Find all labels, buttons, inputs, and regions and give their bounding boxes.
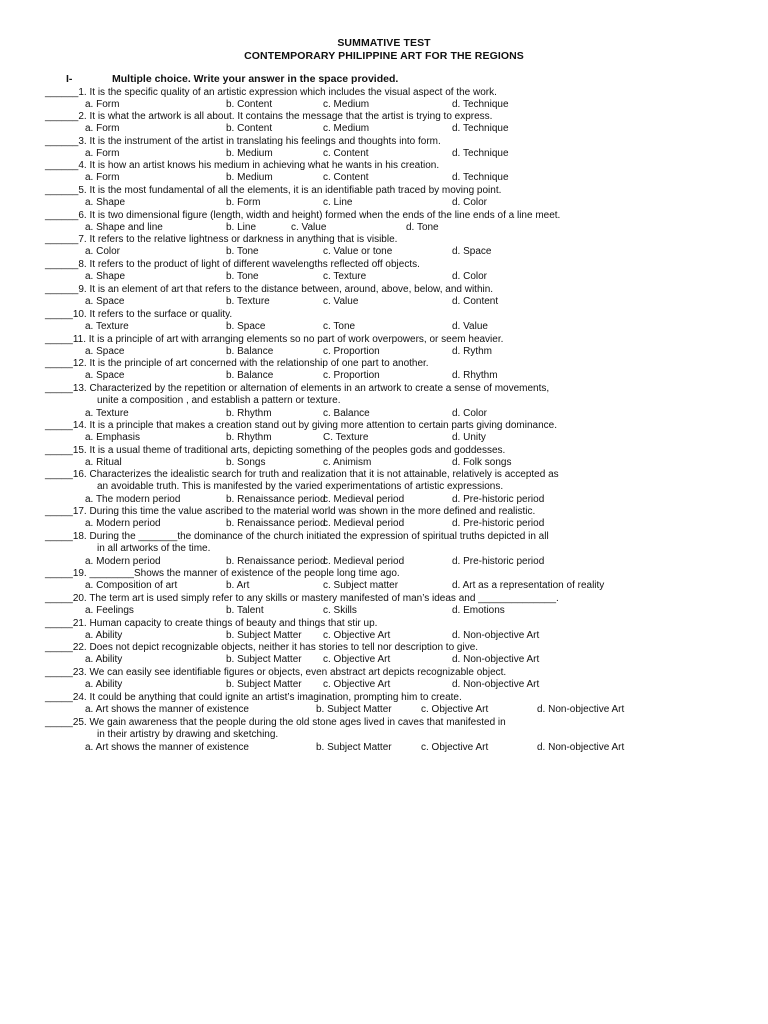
answer-option: c. Value [291, 222, 327, 234]
answer-option: a. Modern period [85, 518, 161, 530]
answer-option: d. Technique [452, 99, 509, 111]
section-instruction: Multiple choice. Write your answer in the space provided. [112, 73, 399, 85]
answer-option: b. Texture [226, 296, 270, 308]
answer-option: c. Content [323, 172, 369, 184]
answer-option: b. Form [226, 197, 261, 209]
question-text: It is a principle that makes a creation stand out by giving more attention to certain parts giving dominance. [86, 420, 557, 431]
answer-option: c. Value [323, 296, 359, 308]
question-stem [45, 469, 559, 481]
answer-option: a. Form [85, 148, 120, 160]
answer-option: b. Space [226, 321, 266, 333]
question-number: 6. [78, 210, 87, 221]
question-number: 24. [72, 692, 87, 703]
question-text: It refers to the surface or quality. [86, 309, 233, 320]
answer-option: c. Medieval period [323, 493, 405, 505]
question-stem [45, 506, 535, 518]
section-number: I- [66, 73, 73, 85]
question-stem [45, 210, 560, 222]
question-text: Characterized by the repetition or alternation of elements in an artwork to create a sense of movements, [86, 383, 550, 394]
question-stem [45, 383, 549, 395]
page-title: SUMMATIVE TEST [337, 37, 431, 49]
question-text: It is two dimensional figure (length, width and height) formed when the ends of the line ends of a line meet. [86, 210, 561, 221]
answer-option: c. Medieval period [323, 555, 405, 567]
answer-blank[interactable]: _____ [45, 383, 73, 394]
question-stem [45, 358, 429, 370]
answer-blank[interactable]: _____ [45, 618, 73, 629]
question-number: 11. [72, 334, 86, 345]
answer-blank[interactable]: _____ [45, 445, 73, 456]
answer-blank[interactable]: _____ [45, 667, 73, 678]
question-text: Human capacity to create things of beauty and things that stir up. [86, 618, 378, 629]
question-stem [45, 87, 497, 99]
answer-blank[interactable]: _____ [45, 420, 73, 431]
answer-option: c. Objective Art [323, 654, 391, 666]
answer-option: b. Medium [226, 148, 273, 160]
question-number: 8. [78, 259, 87, 270]
answer-blank[interactable]: _____ [45, 642, 73, 653]
answer-option: b. Tone [226, 271, 259, 283]
answer-option: b. Subject Matter [226, 630, 302, 642]
question-number: 21. [72, 618, 87, 629]
answer-option: c. Content [323, 148, 369, 160]
question-stem [45, 618, 377, 630]
answer-option: c. Objective Art [421, 741, 489, 753]
answer-option: a. Ritual [85, 457, 122, 469]
answer-option: a. Space [85, 296, 125, 308]
answer-option: b. Line [226, 222, 257, 234]
answer-option: a. Texture [85, 321, 129, 333]
answer-option: b. Subject Matter [226, 654, 302, 666]
answer-option: d. Rythm [452, 346, 493, 358]
answer-option: d. Color [452, 407, 488, 419]
answer-blank[interactable]: _____ [45, 593, 73, 604]
question-number: 3. [78, 136, 87, 147]
answer-option: d. Content [452, 296, 499, 308]
answer-option: b. Renaissance period [226, 493, 326, 505]
answer-blank[interactable]: ______ [45, 259, 79, 270]
answer-option: a. Form [85, 123, 120, 135]
answer-option: b. Talent [226, 605, 264, 617]
answer-option: c. Subject matter [323, 580, 399, 592]
answer-option: b. Renaissance period [226, 555, 326, 567]
answer-blank[interactable]: ______ [45, 160, 79, 171]
answer-option: c. Skills [323, 605, 357, 617]
question-stem [45, 136, 441, 148]
answer-option: C. Texture [323, 432, 369, 444]
answer-option: b. Subject Matter [226, 679, 302, 691]
answer-blank[interactable]: _____ [45, 469, 73, 480]
answer-option: b. Rhythm [226, 407, 272, 419]
question-text: It is how an artist knows his medium in achieving what he wants in his creation. [86, 160, 440, 171]
answer-option: a. Space [85, 346, 125, 358]
answer-option: b. Rhythm [226, 432, 272, 444]
answer-blank[interactable]: _____ [45, 531, 73, 542]
answer-option: c. Balance [323, 407, 370, 419]
answer-option: d. Technique [452, 172, 509, 184]
question-text: It is an element of art that refers to the distance between, around, above, below, and within. [86, 284, 494, 295]
answer-option: d. Color [452, 271, 488, 283]
answer-blank[interactable]: _____ [45, 568, 73, 579]
answer-option: d. Color [452, 197, 488, 209]
answer-option: a. Texture [85, 407, 129, 419]
answer-option: c. Objective Art [323, 630, 391, 642]
question-number: 13. [72, 383, 87, 394]
question-text: It is what the artwork is all about. It contains the message that the artist is trying to express. [86, 111, 493, 122]
question-text: It could be anything that could ignite an artist’s imagination, prompting him to create. [86, 692, 462, 703]
answer-option: d. Non-objective Art [537, 704, 625, 716]
answer-option: d. Rhythm [452, 370, 498, 382]
answer-blank[interactable]: ______ [45, 87, 79, 98]
answer-option: c. Tone [323, 321, 356, 333]
question-number: 16. [72, 469, 87, 480]
question-text-continued: unite a composition , and establish a pattern or texture. [97, 395, 341, 407]
question-stem [45, 160, 439, 172]
answer-option: b. Balance [226, 370, 274, 382]
answer-option: a. Modern period [85, 555, 161, 567]
answer-option: b. Subject Matter [316, 741, 392, 753]
answer-option: b. Tone [226, 246, 259, 258]
question-stem [45, 642, 478, 654]
answer-option: a. The modern period [85, 493, 181, 505]
question-number: 7. [78, 234, 87, 245]
answer-option: b. Subject Matter [316, 704, 392, 716]
answer-option: c. Medium [323, 123, 370, 135]
answer-option: a. Shape [85, 197, 126, 209]
answer-option: a. Ability [85, 630, 123, 642]
answer-option: c. Medium [323, 99, 370, 111]
answer-option: c. Proportion [323, 346, 380, 358]
answer-option: d. Space [452, 246, 492, 258]
question-text: It is the most fundamental of all the elements, it is an identifiable path traced by moving point. [86, 185, 502, 196]
question-stem [45, 593, 559, 605]
question-text-continued: an avoidable truth. This is manifested by the varied experimentations of artistic expressions. [97, 481, 504, 493]
answer-option: d. Non-objective Art [537, 741, 625, 753]
question-stem [45, 185, 501, 197]
question-text: ________Shows the manner of existence of the people long time ago. [86, 568, 400, 579]
answer-option: a. Space [85, 370, 125, 382]
question-stem [45, 284, 493, 296]
question-number: 4. [78, 160, 87, 171]
question-text-continued: in their artistry by drawing and sketching. [97, 729, 279, 741]
answer-option: c. Texture [323, 271, 367, 283]
question-number: 2. [78, 111, 87, 122]
question-number: 5. [78, 185, 87, 196]
answer-option: a. Shape and line [85, 222, 163, 234]
answer-option: c. Objective Art [421, 704, 489, 716]
question-stem [45, 445, 505, 457]
answer-option: a. Art shows the manner of existence [85, 704, 249, 716]
answer-blank[interactable]: _____ [45, 309, 73, 320]
answer-blank[interactable]: _____ [45, 692, 73, 703]
question-text: During this time the value ascribed to the material world was shown in the more defined and realistic. [86, 506, 536, 517]
answer-option: a. Form [85, 99, 120, 111]
answer-option: c. Objective Art [323, 679, 391, 691]
question-number: 1. [78, 87, 87, 98]
question-text: It refers to the product of light of different wavelengths reflected off objects. [86, 259, 420, 270]
answer-option: d. Folk songs [452, 457, 512, 469]
answer-option: d. Non-objective Art [452, 679, 540, 691]
answer-option: d. Pre-historic period [452, 518, 545, 530]
answer-option: a. Emphasis [85, 432, 141, 444]
question-number: 23. [72, 667, 87, 678]
answer-option: d. Unity [452, 432, 486, 444]
answer-option: a. Form [85, 172, 120, 184]
answer-option: d. Emotions [452, 605, 505, 617]
answer-blank[interactable]: _____ [45, 506, 73, 517]
answer-option: b. Medium [226, 172, 273, 184]
answer-blank[interactable]: ______ [45, 284, 79, 295]
answer-option: a. Art shows the manner of existence [85, 741, 249, 753]
answer-option: d. Technique [452, 123, 509, 135]
question-text: It is a principle of art with arranging elements so no part of work overpowers, or seem heavier. [85, 334, 504, 345]
question-stem [45, 234, 397, 246]
question-number: 9. [78, 284, 87, 295]
answer-option: b. Balance [226, 346, 274, 358]
question-text: We can easily see identifiable figures or objects, even abstract art depicts recognizable object. [86, 667, 507, 678]
question-number: 18. [72, 531, 87, 542]
answer-option: d. Value [452, 321, 488, 333]
answer-option: a. Shape [85, 271, 126, 283]
answer-option: d. Non-objective Art [452, 630, 540, 642]
answer-option: d. Non-objective Art [452, 654, 540, 666]
question-stem [45, 717, 506, 729]
answer-option: c. Proportion [323, 370, 380, 382]
answer-option: a. Composition of art [85, 580, 178, 592]
question-text: It is the instrument of the artist in translating his feelings and thoughts into form. [86, 136, 441, 147]
question-text: During the _______the dominance of the church initiated the expression of spiritual truths depicted in all [86, 531, 549, 542]
answer-blank[interactable]: ______ [45, 136, 79, 147]
question-number: 22. [72, 642, 87, 653]
question-stem [45, 531, 549, 543]
question-text: It is a usual theme of traditional arts, depicting something of the peoples gods and goddesses. [86, 445, 506, 456]
answer-option: b. Content [226, 123, 273, 135]
question-stem [45, 568, 400, 580]
answer-option: d. Pre-historic period [452, 493, 545, 505]
question-number: 12. [72, 358, 87, 369]
question-stem [45, 309, 232, 321]
question-text: Does not depict recognizable objects, neither it has stories to tell nor description to give. [86, 642, 479, 653]
answer-option: b. Renaissance period [226, 518, 326, 530]
question-number: 10. [72, 309, 87, 320]
answer-option: b. Content [226, 99, 273, 111]
question-stem [45, 420, 557, 432]
answer-option: a. Ability [85, 654, 123, 666]
answer-blank[interactable]: _____ [45, 717, 73, 728]
question-stem [45, 259, 420, 271]
question-text: It refers to the relative lightness or darkness in anything that is visible. [86, 234, 398, 245]
answer-option: c. Medieval period [323, 518, 405, 530]
answer-option: c. Animism [323, 457, 372, 469]
question-text: We gain awareness that the people during the old stone ages lived in caves that manifested in [86, 717, 506, 728]
question-number: 19. [72, 568, 87, 579]
question-number: 20. [72, 593, 87, 604]
answer-option: a. Color [85, 246, 121, 258]
question-number: 14. [72, 420, 87, 431]
answer-blank[interactable]: _____ [45, 358, 73, 369]
question-stem [45, 334, 503, 346]
answer-blank[interactable]: ______ [45, 185, 79, 196]
question-number: 25. [72, 717, 87, 728]
question-text: It is the specific quality of an artistic expression which includes the visual aspect of the work. [86, 87, 497, 98]
page-subtitle: CONTEMPORARY PHILIPPINE ART FOR THE REGIONS [244, 50, 524, 62]
question-text: The term art is used simply refer to any skills or mastery manifested of man’s ideas and ______________. [86, 593, 559, 604]
question-text: It is the principle of art concerned with the relationship of one part to another. [86, 358, 429, 369]
answer-option: b. Songs [226, 457, 266, 469]
question-stem [45, 667, 506, 679]
question-stem [45, 111, 492, 123]
answer-blank[interactable]: _____ [45, 334, 73, 345]
answer-blank[interactable]: ______ [45, 234, 79, 245]
question-stem [45, 692, 462, 704]
answer-option: b. Art [226, 580, 250, 592]
answer-option: a. Feelings [85, 605, 134, 617]
answer-option: d. Tone [406, 222, 439, 234]
answer-option: c. Value or tone [323, 246, 393, 258]
question-number: 17. [72, 506, 87, 517]
answer-option: d. Technique [452, 148, 509, 160]
question-number: 15. [72, 445, 87, 456]
answer-blank[interactable]: ______ [45, 111, 79, 122]
question-text: Characterizes the idealistic search for truth and realization that it is not attainable, relatively is accepted as [86, 469, 559, 480]
answer-option: a. Ability [85, 679, 123, 691]
question-text-continued: in all artworks of the time. [97, 543, 211, 555]
answer-blank[interactable]: ______ [45, 210, 79, 221]
answer-option: d. Art as a representation of reality [452, 580, 605, 592]
answer-option: c. Line [323, 197, 353, 209]
answer-option: d. Pre-historic period [452, 555, 545, 567]
